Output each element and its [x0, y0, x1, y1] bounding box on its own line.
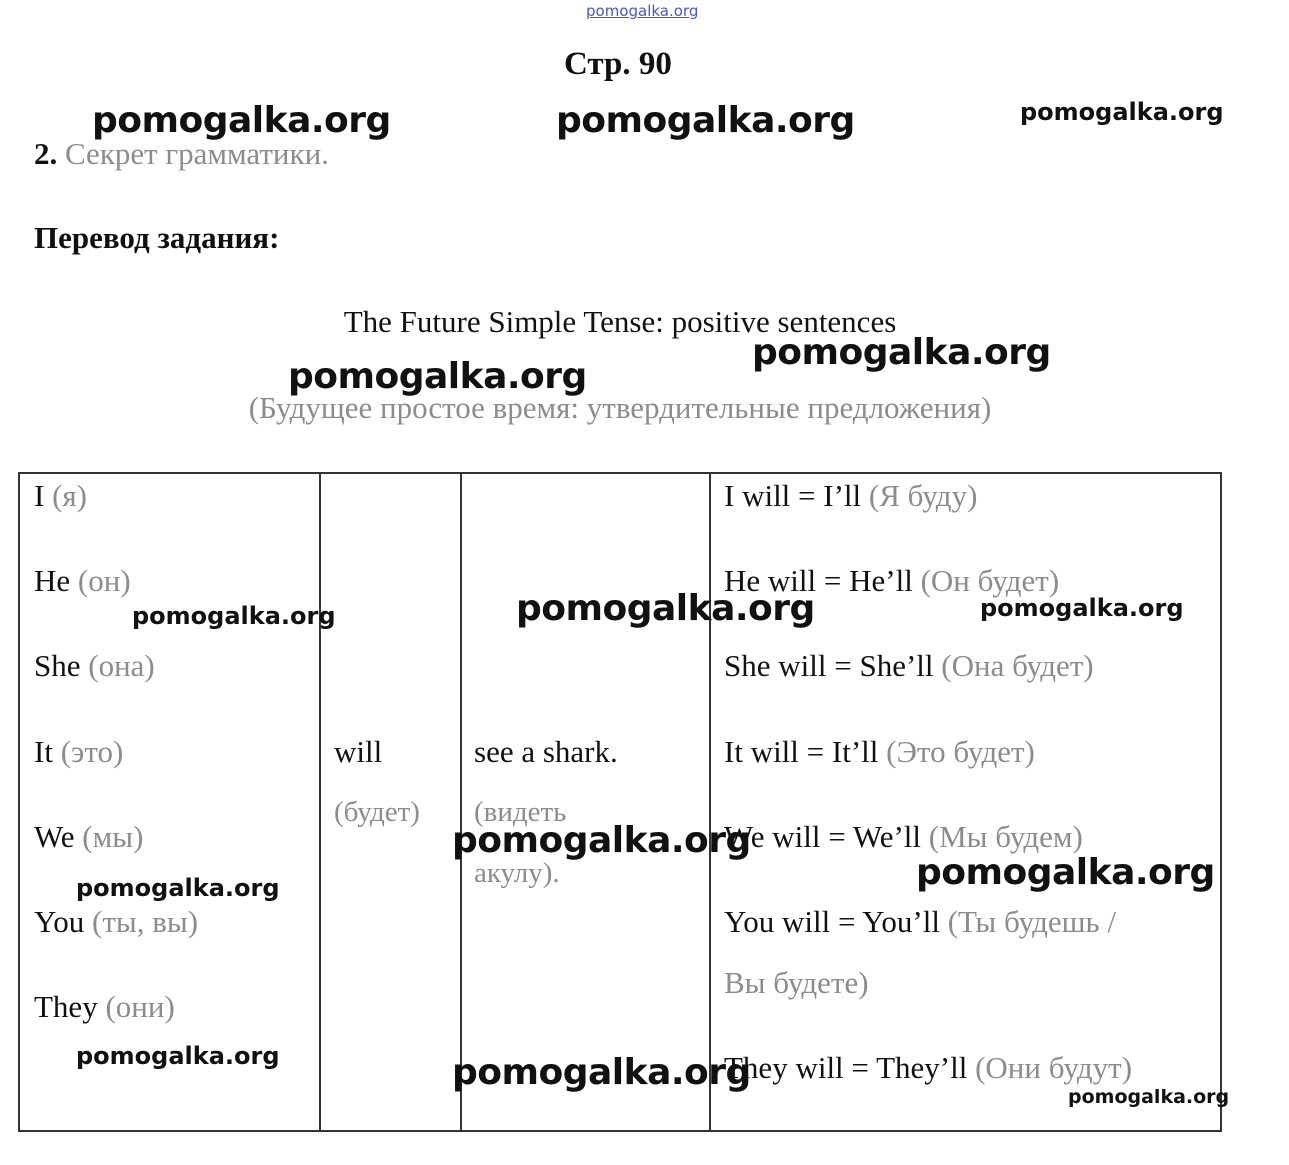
watermark: pomogalka.org	[92, 100, 391, 141]
watermark: pomogalka.org	[752, 332, 1051, 373]
subject-ru: (она)	[88, 648, 155, 683]
subject-ru: (мы)	[82, 819, 144, 854]
contraction-ru: (Она будет)	[941, 648, 1094, 683]
watermark: pomogalka.org	[288, 356, 587, 397]
subject-en: She	[34, 648, 81, 683]
contraction-en: He will = He’ll	[724, 563, 913, 598]
contraction-en: I will = I’ll	[724, 478, 862, 513]
verb-phrase-ru: (видеть	[474, 796, 567, 828]
contraction-ru: (Мы будем)	[928, 819, 1083, 854]
subject-ru: (я)	[52, 478, 87, 513]
subject-ru: (они)	[105, 989, 175, 1024]
subject-en: He	[34, 563, 71, 598]
contraction-row	[724, 478, 977, 514]
verb-phrase-ru: акулу).	[474, 857, 560, 889]
contraction-row	[724, 648, 1094, 684]
watermark: pomogalka.org	[76, 1042, 280, 1070]
contraction-row	[724, 1050, 1132, 1086]
subject-row	[34, 819, 143, 855]
watermark: pomogalka.org	[452, 820, 751, 861]
section-title: The Future Simple Tense: positive sentences	[343, 304, 897, 339]
subject-row	[34, 989, 175, 1025]
subject-ru: (это)	[60, 734, 124, 769]
watermark: pomogalka.org	[980, 594, 1184, 622]
contraction-row	[724, 734, 1035, 770]
site-link[interactable]: pomogalka.org	[586, 2, 699, 20]
task-title: Секрет грамматики.	[65, 136, 329, 171]
subject-en: It	[34, 734, 53, 769]
contraction-ru: (Он будет)	[920, 563, 1060, 598]
watermark: pomogalka.org	[1068, 1086, 1230, 1108]
subject-row	[34, 904, 198, 940]
contraction-en: We will = We’ll	[724, 819, 922, 854]
auxiliary-ru: (будет)	[334, 796, 420, 828]
subject-row	[34, 478, 87, 514]
watermark: pomogalka.org	[1020, 98, 1224, 126]
subject-en: They	[34, 989, 98, 1024]
subject-en: I	[34, 478, 45, 513]
subject-row	[34, 734, 123, 770]
contraction-ru: (Это будет)	[886, 734, 1035, 769]
watermark: pomogalka.org	[132, 602, 336, 630]
page-number: Стр. 90	[564, 46, 672, 82]
contraction-ru: (Ты будешь /	[947, 904, 1117, 939]
contraction-en: They will = They’ll	[724, 1050, 968, 1085]
contraction-ru: (Я буду)	[868, 478, 978, 513]
subject-ru: (он)	[77, 563, 131, 598]
section-subtitle: (Будущее простое время: утвердительные предложения)	[248, 390, 992, 425]
subject-row	[34, 563, 131, 599]
contraction-ru: (Они будут)	[975, 1050, 1133, 1085]
auxiliary-en: will	[334, 734, 383, 769]
verb-phrase-en: see a shark.	[474, 734, 618, 769]
contraction-en: She will = She’ll	[724, 648, 934, 683]
translation-heading: Перевод задания:	[34, 220, 280, 255]
task-heading	[34, 136, 329, 172]
subject-ru: (ты, вы)	[92, 904, 199, 939]
grammar-table	[18, 472, 1222, 1132]
task-number: 2.	[34, 136, 58, 171]
watermark: pomogalka.org	[76, 874, 280, 902]
contraction-row	[724, 904, 1116, 940]
column-divider	[319, 474, 321, 1130]
watermark: pomogalka.org	[556, 100, 855, 141]
contraction-en: You will = You’ll	[724, 904, 940, 939]
subject-row	[34, 648, 155, 684]
column-divider	[709, 474, 711, 1130]
subject-en: You	[34, 904, 85, 939]
column-divider	[460, 474, 462, 1130]
contraction-row	[724, 819, 1083, 855]
contraction-ru-continued: Вы будете)	[724, 965, 869, 1000]
watermark: pomogalka.org	[916, 852, 1215, 893]
watermark: pomogalka.org	[516, 588, 815, 629]
contraction-en: It will = It’ll	[724, 734, 879, 769]
subject-en: We	[34, 819, 75, 854]
watermark: pomogalka.org	[452, 1052, 751, 1093]
